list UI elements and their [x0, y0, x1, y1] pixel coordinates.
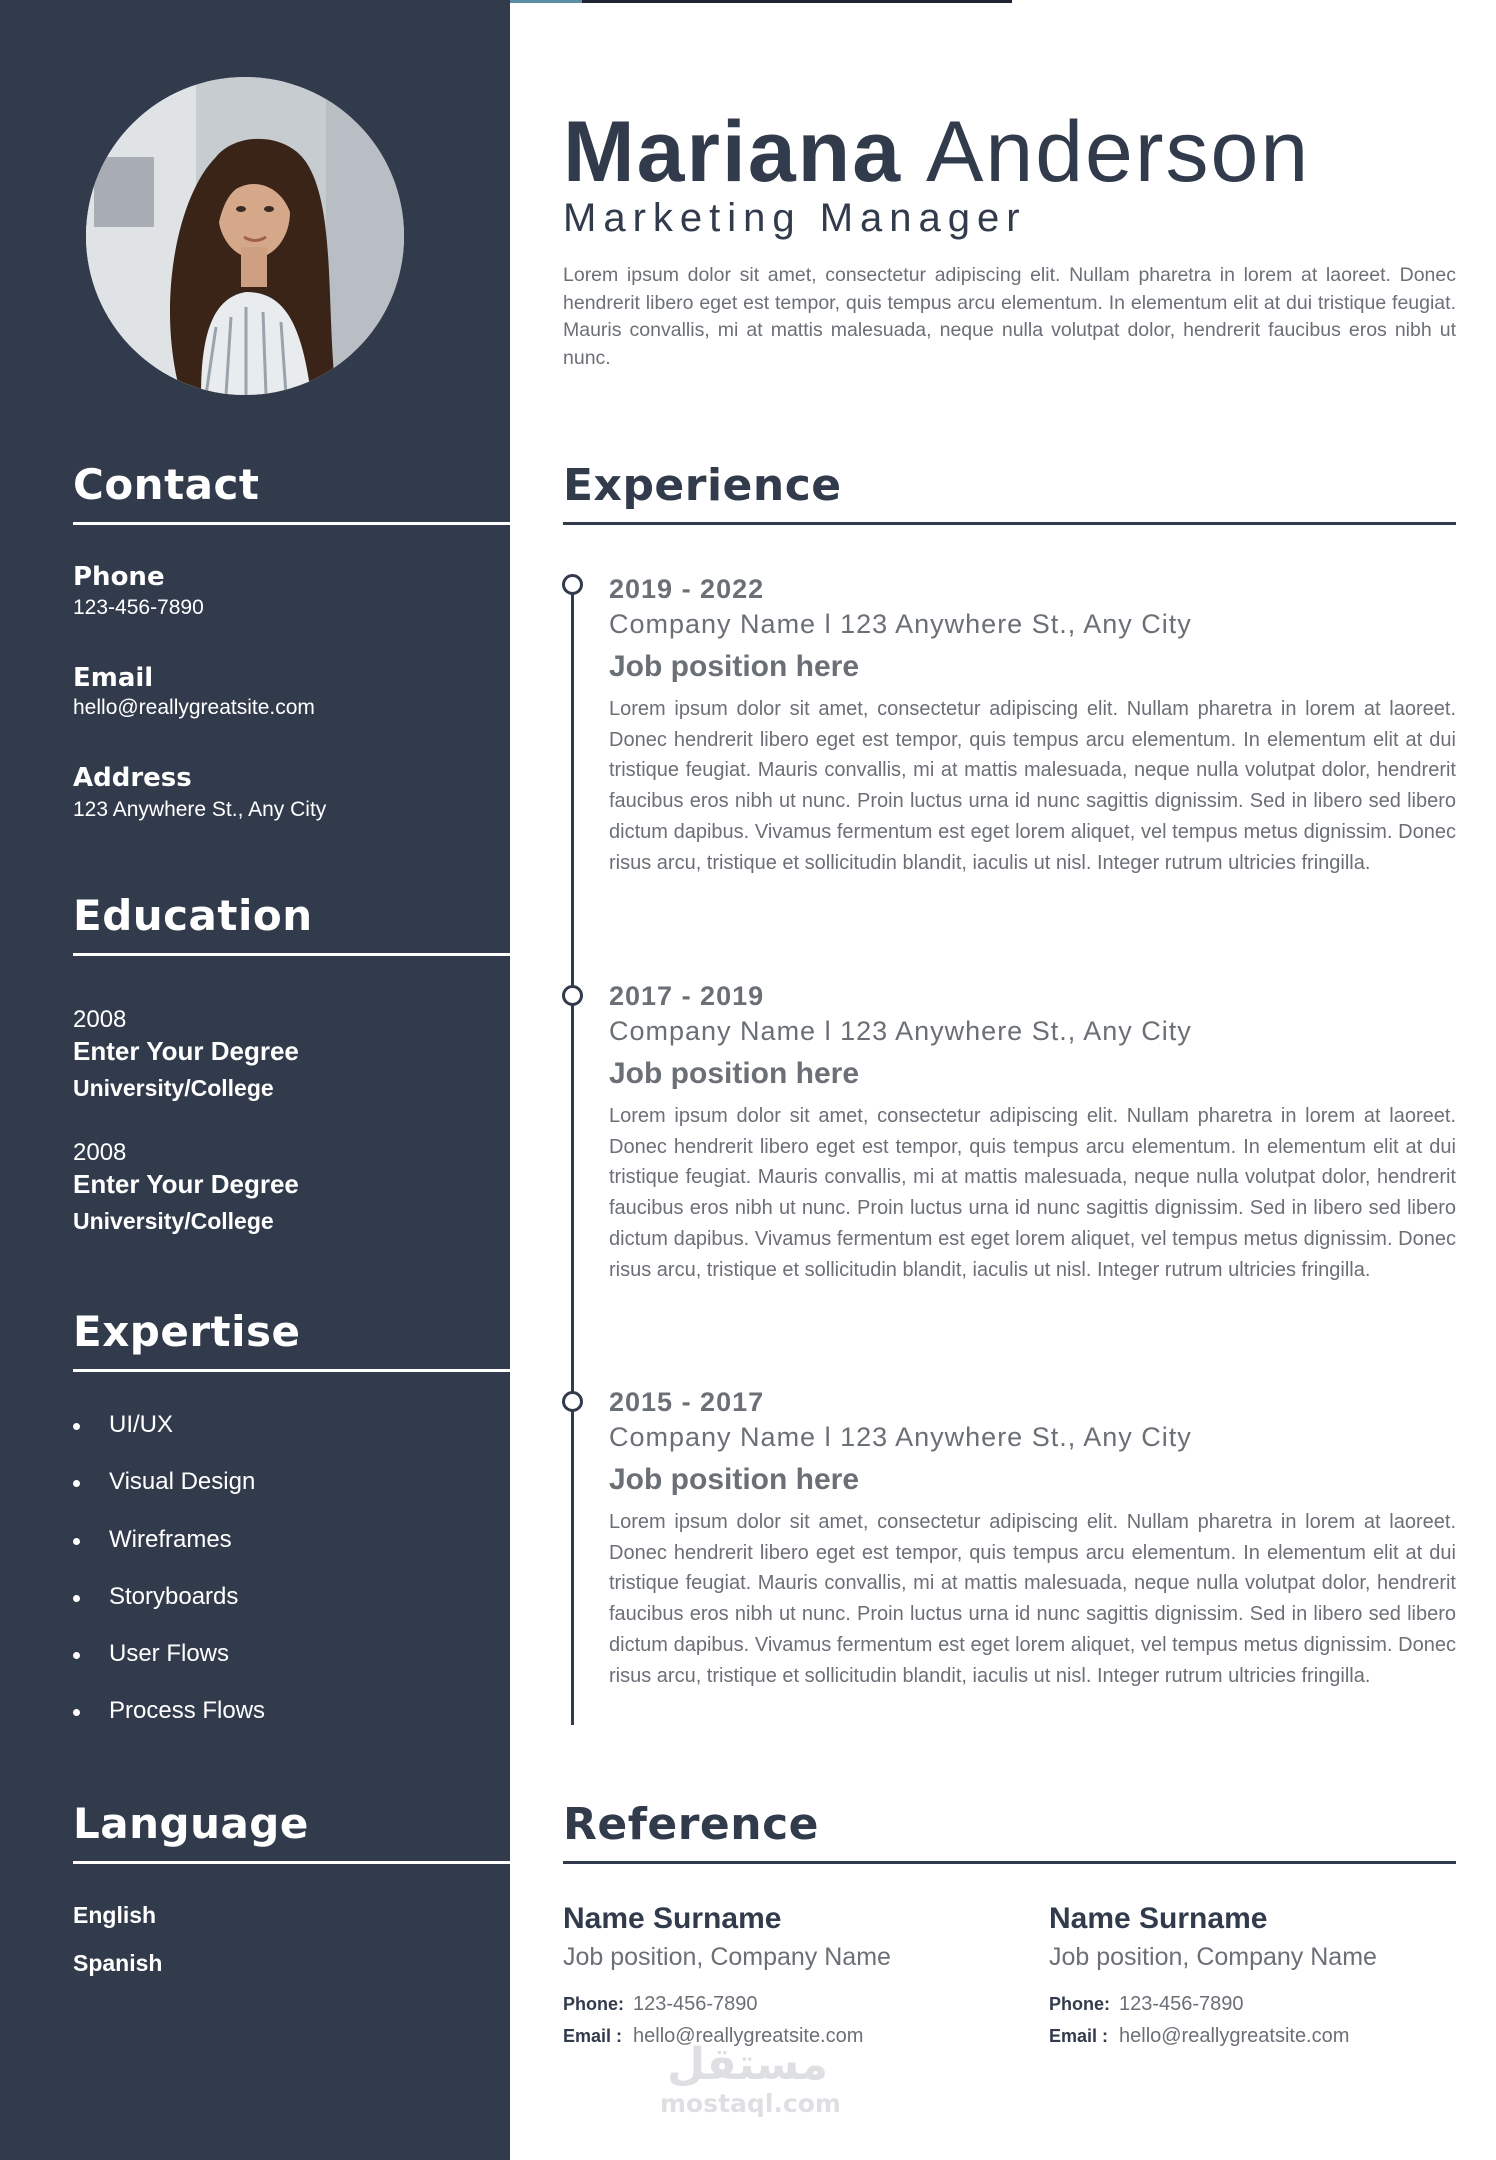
job-role: Marketing Manager — [563, 196, 1027, 240]
email-key: Email : — [1049, 2026, 1109, 2046]
skill-label: Process Flows — [109, 1697, 266, 1724]
phone-label: Phone — [73, 562, 165, 592]
timeline-line — [571, 586, 574, 1725]
job-description: Lorem ipsum dolor sit amet, consectetur adipiscing elit. Nullam pharetra in lorem at laoreet. Donec hendrerit libero eget est tempor, quis tempus arcu elementum. In elementum elit at dui tristique feugiat. Mauris convallis, mi at mattis malesuada, neque nulla volutpat dolor, hendrerit faucibus eros nibh ut nunc. Proin luctus urna id nunc sagittis dignissim. Sed in libero sed libero dictum dapibus. Vivamus fermentum est eget lorem aliquet, vel tempus metus dignissim. Donec risus arcu, tristique et sollicitudin blandit, iaculis ut nisl. Integer rutrum ultricies fringilla. — [609, 1105, 1456, 1281]
reference-card — [1049, 1900, 1469, 2052]
education-degree: Enter Your Degree — [73, 1169, 299, 1199]
timeline-dot — [562, 1391, 583, 1412]
profile-summary: Lorem ipsum dolor sit amet, consectetur adipiscing elit. Nullam pharetra in lorem at laoreet. Donec hendrerit libero eget est tempor, quis tempus arcu elementum. In elementum elit at dui tristique feugiat. Mauris convallis, mi at mattis malesuada, neque nulla volutpat dolor, hendrerit faucibus eros nibh ut nunc. — [563, 264, 1456, 369]
reference-divider — [563, 1861, 1456, 1864]
expertise-divider — [73, 1369, 510, 1372]
main-content — [510, 0, 1496, 2160]
skill-label: Wireframes — [109, 1526, 232, 1553]
reference-name: Name Surname — [1049, 1902, 1268, 1935]
experience-item — [609, 1385, 1456, 1691]
address-label: Address — [73, 763, 192, 793]
experience-item — [609, 979, 1456, 1285]
email-key: Email : — [563, 2026, 623, 2046]
skill-label: User Flows — [109, 1640, 230, 1667]
experience-item — [609, 572, 1456, 878]
bullet-icon — [73, 1423, 80, 1430]
job-years: 2019 - 2022 — [609, 574, 765, 604]
reference-phone-row — [563, 1988, 983, 2020]
bullet-icon — [73, 1709, 80, 1716]
job-position: Job position here — [609, 1057, 860, 1090]
education-divider — [73, 953, 510, 956]
reference-name: Name Surname — [563, 1902, 782, 1935]
reference-phone-row — [1049, 1988, 1469, 2020]
language-title: Language — [73, 1799, 309, 1848]
job-company: Company Name l 123 Anywhere St., Any City — [609, 1016, 1192, 1046]
reference-position: Job position, Company Name — [1049, 1943, 1377, 1971]
timeline-dot — [562, 574, 583, 595]
watermark-latin: mostaql.com — [660, 2089, 841, 2118]
address-value: 123 Anywhere St., Any City — [73, 798, 327, 821]
education-year: 2008 — [73, 1006, 127, 1033]
job-position: Job position here — [609, 650, 860, 683]
bullet-icon — [73, 1480, 80, 1487]
skill-label: UI/UX — [109, 1411, 174, 1438]
contact-divider — [73, 522, 510, 525]
phone-key: Phone: — [563, 1994, 624, 2014]
bullet-icon — [73, 1595, 80, 1602]
job-position: Job position here — [609, 1463, 860, 1496]
education-degree: Enter Your Degree — [73, 1036, 299, 1066]
bullet-icon — [73, 1538, 80, 1545]
job-years: 2015 - 2017 — [609, 1387, 765, 1417]
education-school: University/College — [73, 1075, 274, 1101]
contact-title: Contact — [73, 460, 260, 509]
watermark-arabic: مستقل — [667, 2039, 828, 2090]
education-school: University/College — [73, 1208, 274, 1234]
email-value[interactable]: hello@reallygreatsite.com — [73, 696, 315, 719]
watermark-logo — [660, 2039, 841, 2118]
email-label: Email — [73, 663, 154, 693]
expertise-title: Expertise — [73, 1307, 301, 1356]
sidebar — [0, 0, 510, 2160]
reference-email-row — [1049, 2020, 1469, 2052]
phone-value: 123-456-7890 — [73, 596, 204, 619]
experience-divider — [563, 522, 1456, 525]
full-name — [563, 103, 1310, 202]
reference-email[interactable]: hello@reallygreatsite.com — [633, 2025, 864, 2047]
profile-photo-illustration — [86, 77, 404, 395]
education-title: Education — [73, 891, 313, 940]
job-company: Company Name l 123 Anywhere St., Any City — [609, 1422, 1192, 1452]
language-item: Spanish — [73, 1950, 163, 1976]
phone-key: Phone: — [1049, 1994, 1110, 2014]
reference-position: Job position, Company Name — [563, 1943, 891, 1971]
reference-card — [563, 1900, 983, 2052]
reference-phone: 123-456-7890 — [633, 1993, 758, 2015]
job-description: Lorem ipsum dolor sit amet, consectetur adipiscing elit. Nullam pharetra in lorem at laoreet. Donec hendrerit libero eget est tempor, quis tempus arcu elementum. In elementum elit at dui tristique feugiat. Mauris convallis, mi at mattis malesuada, neque nulla volutpat dolor, hendrerit faucibus eros nibh ut nunc. Proin luctus urna id nunc sagittis dignissim. Sed in libero sed libero dictum dapibus. Vivamus fermentum est eget lorem aliquet, vel tempus metus dignissim. Donec risus arcu, tristique et sollicitudin blandit, iaculis ut nisl. Integer rutrum ultricies fringilla. — [609, 1511, 1456, 1687]
bullet-icon — [73, 1652, 80, 1659]
skill-label: Storyboards — [109, 1583, 239, 1610]
job-company: Company Name l 123 Anywhere St., Any City — [609, 609, 1192, 639]
profile-photo — [86, 77, 404, 395]
language-divider — [73, 1861, 510, 1864]
first-name: Mariana — [563, 104, 903, 200]
education-year: 2008 — [73, 1139, 127, 1166]
reference-email[interactable]: hello@reallygreatsite.com — [1119, 2025, 1350, 2047]
job-description: Lorem ipsum dolor sit amet, consectetur adipiscing elit. Nullam pharetra in lorem at laoreet. Donec hendrerit libero eget est tempor, quis tempus arcu elementum. In elementum elit at dui tristique feugiat. Mauris convallis, mi at mattis malesuada, neque nulla volutpat dolor, hendrerit faucibus eros nibh ut nunc. Proin luctus urna id nunc sagittis dignissim. Sed in libero sed libero dictum dapibus. Vivamus fermentum est eget lorem aliquet, vel tempus metus dignissim. Donec risus arcu, tristique et sollicitudin blandit, iaculis ut nisl. Integer rutrum ultricies fringilla. — [609, 698, 1456, 874]
job-years: 2017 - 2019 — [609, 981, 765, 1011]
language-item: English — [73, 1902, 157, 1928]
last-name: Anderson — [926, 104, 1311, 200]
reference-phone: 123-456-7890 — [1119, 1993, 1244, 2015]
timeline-dot — [562, 985, 583, 1006]
skill-label: Visual Design — [109, 1468, 256, 1495]
experience-title: Experience — [563, 460, 842, 511]
reference-title: Reference — [563, 1799, 819, 1850]
